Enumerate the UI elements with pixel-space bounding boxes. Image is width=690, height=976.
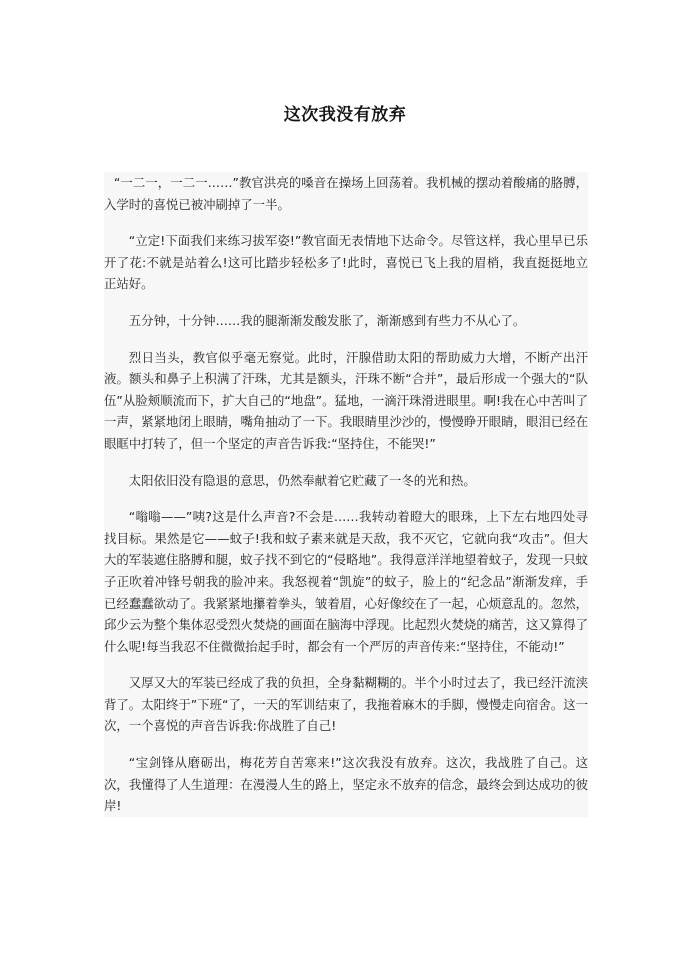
- article-body: [104, 172, 588, 817]
- paragraph: 五分钟，十分钟……我的腿渐渐发酸发胀了，渐渐感到有些力不从心了。: [128, 312, 526, 328]
- paragraph: “立定!下面我们来练习拔军姿!”教官面无表情地下达命令。尽管这样，我心里早已乐开了花:不就是站着么!这可比踏步轻松多了!此时，喜悦已飞上我的眉梢，我直挺挺地立正站好。: [104, 233, 588, 292]
- paragraph: 烈日当头，教官似乎毫无察觉。此时，汗腺借助太阳的帮助威力大增，不断产出汗液。额头和鼻子上积满了汗珠，尤其是额头，汗珠不断“合并”，最后形成一个强大的“队伍”从脸颊顺流而下，扩大自己的“地盘”。猛地，一滴汗珠滑进眼里。啊!我在心中苦叫了一声，紧紧地闭上眼睛，嘴角抽动了一下。我眼睛里沙沙的，慢慢睁开眼睛，眼泪已经在眼眶中打转了，但一个坚定的声音告诉我:“坚持住，不能哭!”: [104, 349, 588, 451]
- paragraph: “一二一，一二一……”教官洪亮的嗓音在操场上回荡着。我机械的摆动着酸痛的胳膊，入学时的喜悦已被冲刷掉了一半。: [104, 175, 588, 212]
- paragraph: 太阳依旧没有隐退的意思，仍然奉献着它贮藏了一冬的光和热。: [128, 472, 476, 488]
- document-title: 这次我没有放弃: [283, 105, 407, 125]
- paragraph: “嗡嗡——”咦?这是什么声音?不会是……我转动着瞪大的眼珠，上下左右地四处寻找目标。果然是它——蚊子!我和蚊子素来就是天敌，我不灭它，它就向我“攻击”。但大大的军装遮住胳膊和腿，蚊子找不到它的“侵略地”。我得意洋洋地望着蚊子，发现一只蚊子正吹着冲锋号朝我的脸冲来。我怒视着“凯旋”的蚊子，脸上的“纪念品”渐渐发痒，手已经蠢蠢欲动了。我紧紧地攥着拳头，皱着眉，心好像绞在了一起，心烦意乱的。忽然，邱少云为整个集体忍受烈火焚烧的画面在脑海中浮现。比起烈火焚烧的痛苦，这又算得了什么呢!每当我忍不住微微抬起手时，都会有一个严厉的声音传来:“坚持住，不能动!”: [104, 509, 588, 654]
- paragraph: “宝剑锋从磨砺出，梅花芳自苦寒来!”这次我没有放弃。这次，我战胜了自己。这次，我懂得了人生道理：在漫漫人生的路上，坚定永不放弃的信念，最终会到达成功的彼岸!: [104, 755, 588, 814]
- paragraph: 又厚又大的军装已经成了我的负担，全身黏糊糊的。半个小时过去了，我已经汗流浃背了。太阳终于”下班“了，一天的军训结束了，我拖着麻木的手脚，慢慢走向宿舍。这一次，一个喜悦的声音告诉我:你战胜了自己!: [104, 675, 588, 734]
